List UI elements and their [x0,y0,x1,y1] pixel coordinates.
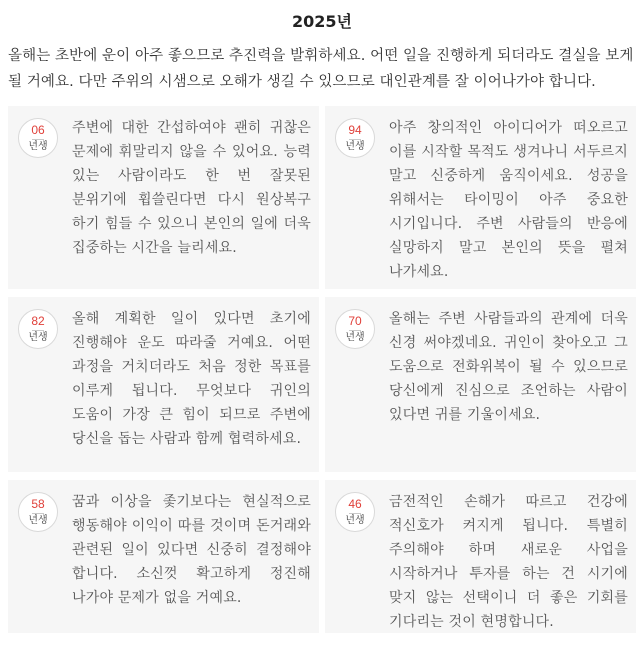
fortune-row [8,297,636,472]
page-title: 2025년 [292,12,352,31]
birth-year-badge [335,118,375,158]
badge-divider [32,513,44,514]
fortune-card-94 [325,106,636,289]
birth-year: 46 [348,496,362,511]
birth-year-unit: 년생 [345,140,365,152]
birth-year: 58 [31,496,45,511]
fortune-text: 꿈과 이상을 좇기보다는 현실적으로 행동해야 이익이 따를 것이며 돈거래와 관련된 일이 있다면 신중히 결정해야 합니다. 소신껏 확고하게 정진해 나가야 문제가 없을 거예요. [72,494,311,606]
fortune-card-82 [8,297,319,472]
fortune-card-58 [8,480,319,633]
badge-divider [349,513,361,514]
birth-year: 06 [31,122,45,137]
birth-year: 70 [348,313,362,328]
birth-year-badge [18,309,58,349]
fortune-text: 올해는 주변 사람들과의 관계에 더욱 신경 써야겠네요. 귀인이 찾아오고 그 도움으로 전화위복이 될 수 있으므로 당신에게 진심으로 조언하는 사람이 있다면 귀를 기울이세요. [389,311,628,423]
badge-divider [349,330,361,331]
birth-year-unit: 년생 [28,514,48,526]
fortune-text: 금전적인 손해가 따르고 건강에 적신호가 켜지게 됩니다. 특별히 주의해야 하며 새로운 사업을 시작하거나 투자를 하는 건 시기에 맞지 않는 선택이니 더 좋은 기회를 기다리는 것이 현명합니다. [389,494,628,630]
fortune-row [8,106,636,289]
badge-divider [32,330,44,331]
badge-divider [32,139,44,140]
birth-year-badge [335,492,375,532]
fortune-grid [8,106,636,633]
birth-year-badge [335,309,375,349]
birth-year-unit: 년생 [28,140,48,152]
fortune-row [8,480,636,633]
birth-year-badge [18,118,58,158]
fortune-text: 아주 창의적인 아이디어가 떠오르고 이를 시작할 목적도 생겨나니 서두르지 말고 신중하게 움직이세요. 성공을 위해서는 타이밍이 아주 중요한 시기입니다. 주변 사람들의 반응에 실망하지 말고 본인의 뜻을 펼쳐 나가세요. [389,120,628,280]
fortune-text: 주변에 대한 간섭하여야 괜히 귀찮은 문제에 휘말리지 않을 수 있어요. 능력 있는 사람이라도 한 번 잘못된 분위기에 휩쓸린다면 다시 원상복구 하기 힘들 수 있으니 본인의 일에 더욱 집중하는 시간을 늘리세요. [72,120,311,256]
intro-text: 올해는 초반에 운이 아주 좋으므로 추진력을 발휘하세요. 어떤 일을 진행하게 되더라도 결실을 보게 될 거예요. 다만 주위의 시샘으로 오해가 생길 수 있으므로 대인관계를 잘 이어나가야 합니다. [8,48,634,90]
birth-year-badge [18,492,58,532]
birth-year-unit: 년생 [345,514,365,526]
birth-year: 94 [348,122,362,137]
birth-year: 82 [31,313,45,328]
birth-year-unit: 년생 [28,331,48,343]
fortune-card-70 [325,297,636,472]
fortune-card-46 [325,480,636,633]
fortune-text: 올해 계획한 일이 있다면 초기에 진행해야 운도 따라줄 거예요. 어떤 과정을 거치더라도 처음 정한 목표를 이루게 됩니다. 무엇보다 귀인의 도움이 가장 큰 힘이 되므로 주변에 당신을 돕는 사람과 함께 협력하세요. [72,311,311,447]
badge-divider [349,139,361,140]
birth-year-unit: 년생 [345,331,365,343]
fortune-card-06 [8,106,319,289]
